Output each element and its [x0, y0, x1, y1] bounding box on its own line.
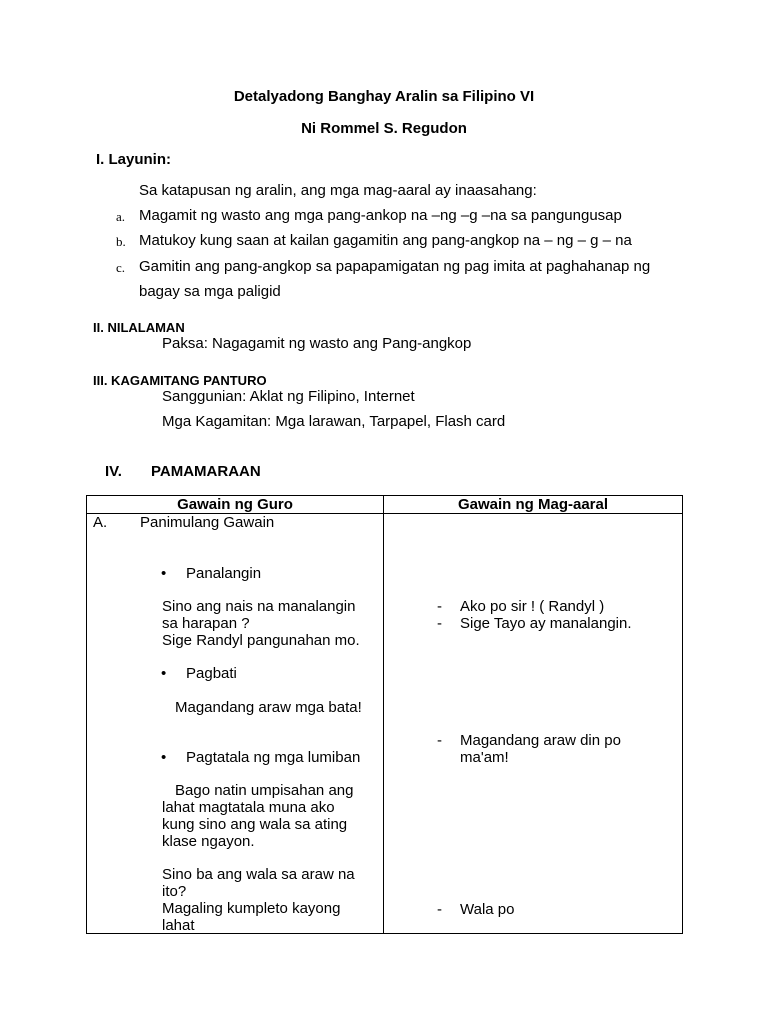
student-response-3-line2: ma'am! — [460, 749, 509, 766]
bullet-pagtatala: Pagtatala ng mga lumiban — [186, 749, 361, 766]
table-header-row — [87, 496, 683, 514]
document-author: Ni Rommel S. Regudon — [301, 120, 467, 137]
attendance-line1: Bago natin umpisahan ang — [175, 782, 354, 799]
pamamaraan-number: IV. — [105, 463, 122, 480]
student-response-2: Sige Tayo ay manalangin. — [460, 615, 632, 632]
objective-c: Gamitin ang pang-angkop sa papapamigatan ng pag imita at paghahanap ng — [139, 258, 651, 275]
sanggunian-text: Sanggunian: Aklat ng Filipino, Internet — [162, 388, 415, 405]
objective-marker-c: c. — [116, 260, 126, 275]
student-response-3-line1: Magandang araw din po — [460, 732, 621, 749]
student-response-1: Ako po sir ! ( Randyl ) — [460, 598, 605, 615]
table-row — [87, 514, 683, 934]
bullet-pagbati: Pagbati — [186, 665, 237, 682]
dash-marker: - — [437, 615, 442, 632]
greeting-text: Magandang araw mga bata! — [175, 699, 362, 716]
prayer-question-line1: Sino ang nais na manalangin — [162, 598, 356, 615]
nilalaman-heading: II. NILALAMAN — [93, 320, 185, 335]
mga-kagamitan-text: Mga Kagamitan: Mga larawan, Tarpapel, Flash card — [162, 413, 506, 430]
dash-marker: - — [437, 901, 442, 918]
layunin-heading: I. Layunin: — [96, 151, 171, 168]
header-gawain-mag-aaral: Gawain ng Mag-aaral — [384, 496, 683, 514]
prayer-question-line2: sa harapan ? — [162, 615, 250, 632]
objective-marker-b: b. — [116, 234, 126, 249]
attendance-line3: kung sino ang wala sa ating — [162, 816, 348, 833]
objective-c-continuation: bagay sa mga paligid — [139, 283, 281, 300]
bullet-icon: • — [161, 749, 167, 766]
header-gawain-guro: Gawain ng Guro — [87, 496, 384, 514]
bullet-icon: • — [161, 665, 167, 682]
document-title: Detalyadong Banghay Aralin sa Filipino VI — [233, 88, 535, 105]
guro-cell — [87, 514, 384, 934]
praise-line2: lahat — [162, 917, 195, 934]
student-response-4: Wala po — [460, 901, 515, 918]
bullet-icon: • — [161, 565, 167, 582]
absent-question-line1: Sino ba ang wala sa araw na — [162, 866, 355, 883]
attendance-line2: lahat magtatala muna ako — [162, 799, 335, 816]
bullet-panalangin: Panalangin — [186, 565, 262, 582]
objective-marker-a: a. — [116, 209, 126, 224]
dash-marker: - — [437, 732, 442, 749]
section-title: Panimulang Gawain — [140, 514, 275, 531]
kagamitan-heading: III. KAGAMITANG PANTURO — [93, 373, 267, 388]
layunin-intro: Sa katapusan ng aralin, ang mga mag-aaral ay inaasahang: — [139, 182, 537, 199]
dash-marker: - — [437, 598, 442, 615]
paksa-text: Paksa: Nagagamit ng wasto ang Pang-angkop — [162, 335, 472, 352]
praise-line1: Magaling kumpleto kayong — [162, 900, 341, 917]
pamamaraan-heading: PAMAMARAAN — [151, 463, 261, 480]
lesson-plan-table — [86, 495, 683, 934]
section-marker: A. — [93, 514, 108, 531]
objective-a: Magamit ng wasto ang mga pang-ankop na –ng –g –na sa pangungusap — [139, 207, 622, 224]
objective-b: Matukoy kung saan at kailan gagamitin ang pang-angkop na – ng – g – na — [139, 232, 632, 249]
mag-aaral-cell — [384, 514, 683, 934]
absent-question-line2: ito? — [162, 883, 187, 900]
prayer-instruction: Sige Randyl pangunahan mo. — [162, 632, 360, 649]
attendance-line4: klase ngayon. — [162, 833, 255, 850]
